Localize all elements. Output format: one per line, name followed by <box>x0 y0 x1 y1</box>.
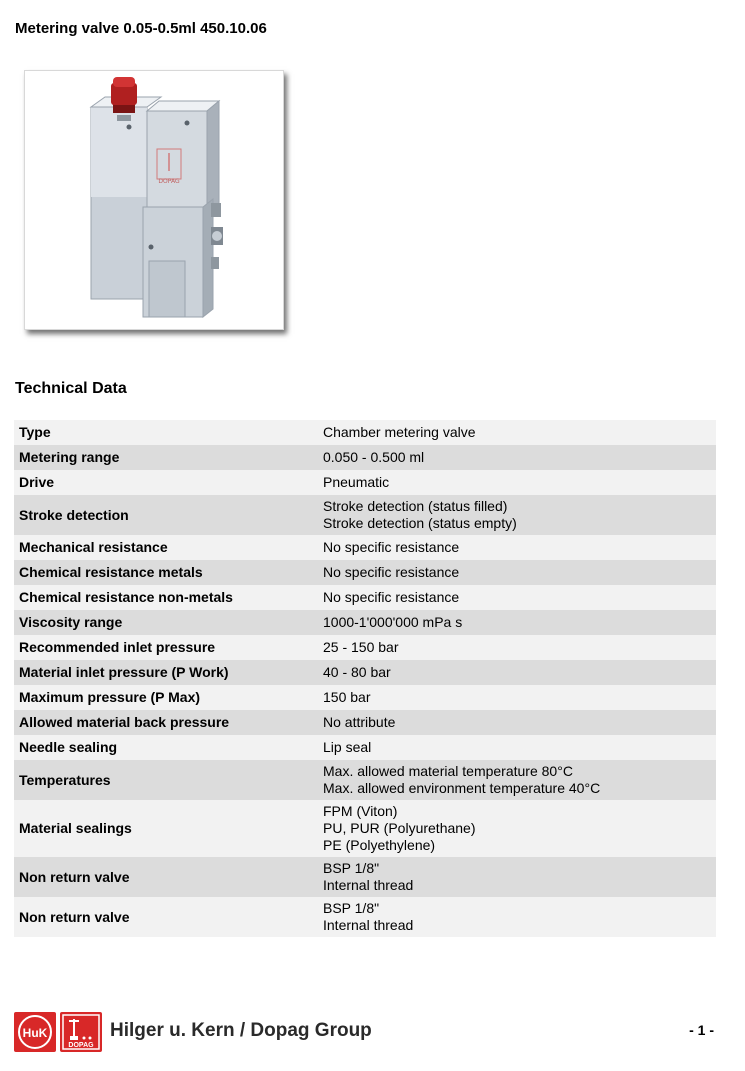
row-label: Recommended inlet pressure <box>19 639 216 655</box>
row-label: Stroke detection <box>19 506 129 523</box>
huk-logo-text: HuK <box>22 1026 48 1040</box>
value-line: 40 - 80 bar <box>323 664 391 680</box>
value-line: 150 bar <box>323 689 371 705</box>
row-value <box>318 470 716 495</box>
row-value <box>318 897 716 937</box>
value-line: Chamber metering valve <box>323 424 476 440</box>
table-row <box>14 897 716 937</box>
value-line: PE (Polyethylene) <box>323 837 436 853</box>
row-label: Material sealings <box>19 820 132 836</box>
row-value <box>318 560 716 585</box>
row-label: Drive <box>19 474 55 490</box>
row-label: Mechanical resistance <box>19 539 168 555</box>
table-row <box>14 470 716 495</box>
row-value <box>318 610 716 635</box>
row-label: Temperatures <box>19 771 111 788</box>
dopag-logo-text: DOPAG <box>68 1042 94 1049</box>
row-label: Metering range <box>19 449 120 465</box>
value-line: FPM (Viton) <box>323 803 398 819</box>
value-line: BSP 1/8" <box>323 860 380 876</box>
value-line: Stroke detection (status filled) <box>323 498 508 514</box>
value-line: No specific resistance <box>323 589 460 605</box>
table-row <box>14 535 716 560</box>
table-row <box>14 710 716 735</box>
huk-logo <box>14 1012 56 1052</box>
section-title: Technical Data <box>15 380 127 397</box>
row-label: Non return valve <box>19 908 130 925</box>
row-label: Needle sealing <box>19 739 118 755</box>
row-value <box>318 585 716 610</box>
value-line: No specific resistance <box>323 539 460 555</box>
row-value <box>318 495 716 535</box>
footer <box>14 1010 716 1054</box>
row-label: Allowed material back pressure <box>19 714 230 730</box>
table-row <box>14 445 716 470</box>
company-name: Hilger u. Kern / Dopag Group <box>110 1020 372 1041</box>
value-line: Lip seal <box>323 739 372 755</box>
table-row <box>14 685 716 710</box>
row-value <box>318 445 716 470</box>
row-value <box>318 735 716 760</box>
row-label: Chemical resistance non-metals <box>19 589 233 605</box>
row-value <box>318 760 716 800</box>
table-row <box>14 585 716 610</box>
table-row <box>14 660 716 685</box>
product-image <box>24 70 284 330</box>
table-row <box>14 760 716 800</box>
value-line: Internal thread <box>323 877 414 893</box>
row-value <box>318 800 716 857</box>
cap-label: DOPAG <box>158 178 180 185</box>
row-label: Viscosity range <box>19 614 123 630</box>
value-line: 25 - 150 bar <box>323 639 399 655</box>
value-line: No attribute <box>323 714 396 730</box>
value-line: No specific resistance <box>323 564 460 580</box>
dopag-logo <box>60 1012 102 1052</box>
value-line: Internal thread <box>323 917 414 933</box>
value-line: Stroke detection (status empty) <box>323 515 517 531</box>
row-label: Chemical resistance metals <box>19 564 203 580</box>
row-label: Material inlet pressure (P Work) <box>19 664 229 680</box>
technical-data-table <box>14 420 716 937</box>
row-value <box>318 685 716 710</box>
row-value <box>318 635 716 660</box>
page-number: - 1 - <box>689 1022 714 1038</box>
table-row <box>14 610 716 635</box>
value-line: PU, PUR (Polyurethane) <box>323 820 476 836</box>
value-line: Max. allowed environment temperature 40°C <box>323 780 601 796</box>
table-row <box>14 800 716 857</box>
row-value <box>318 857 716 897</box>
row-label: Non return valve <box>19 868 130 885</box>
table-row <box>14 735 716 760</box>
row-value <box>318 710 716 735</box>
table-row <box>14 857 716 897</box>
value-line: Max. allowed material temperature 80°C <box>323 763 573 779</box>
row-value <box>318 420 716 445</box>
table-row <box>14 495 716 535</box>
value-line: BSP 1/8" <box>323 900 380 916</box>
row-label: Type <box>19 424 51 440</box>
row-value <box>318 535 716 560</box>
table-row <box>14 420 716 445</box>
value-line: 1000-1'000'000 mPa s <box>323 614 463 630</box>
page-title: Metering valve 0.05-0.5ml 450.10.06 <box>15 20 267 37</box>
table-row <box>14 560 716 585</box>
value-line: Pneumatic <box>323 474 390 490</box>
row-value <box>318 660 716 685</box>
row-label: Maximum pressure (P Max) <box>19 689 201 705</box>
table-row <box>14 635 716 660</box>
value-line: 0.050 - 0.500 ml <box>323 449 425 465</box>
